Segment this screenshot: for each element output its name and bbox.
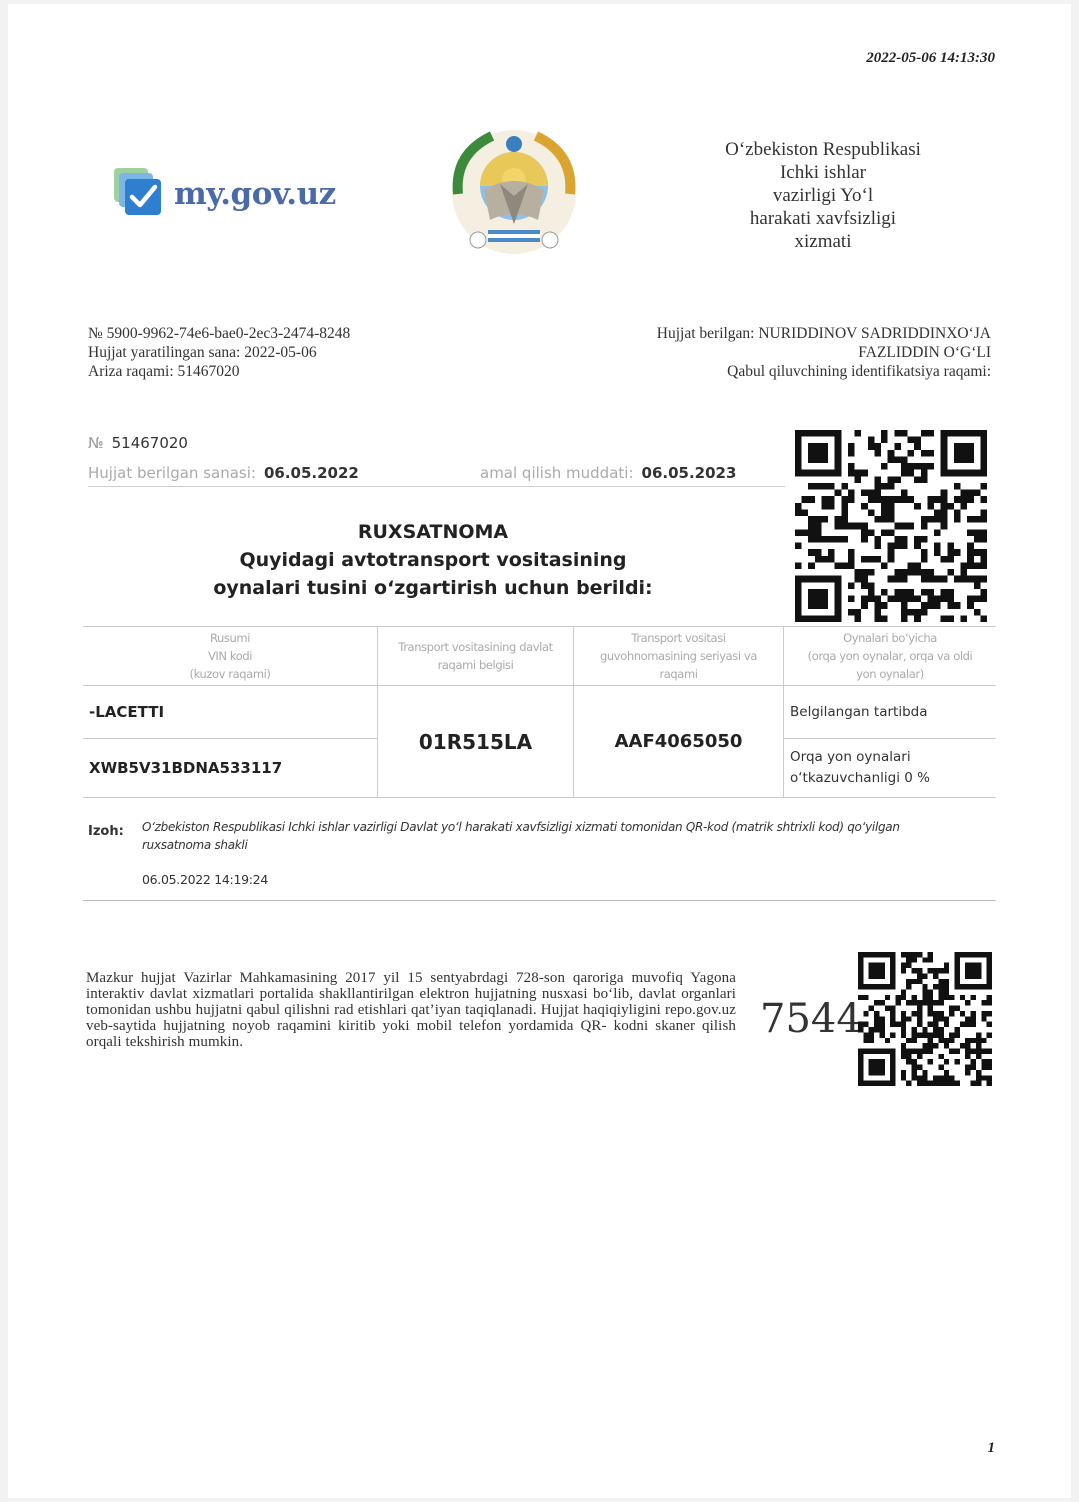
header-line: guvohnomasining seriyasi va — [600, 649, 757, 663]
header-line: (orqa yon oynalar, orqa va oldi — [807, 649, 973, 663]
permit-number-label: № — [88, 434, 104, 452]
qr-code[interactable] — [795, 430, 987, 622]
window-detail-line: Orqa yon oynalari — [790, 749, 911, 765]
issued-to: Hujjat berilgan: NURIDDINOV SADRIDDINXO‘JA — [656, 325, 991, 342]
header-windows — [784, 627, 997, 686]
header-line: raqami belgisi — [437, 658, 514, 672]
header-line: raqami — [659, 667, 698, 681]
issued-to-continued: FAZLIDDIN O‘G‘LI — [858, 344, 991, 361]
qr-code[interactable] — [858, 952, 992, 1086]
vehicle-model: -LACETTI — [83, 686, 378, 739]
document-meta-right — [657, 324, 991, 381]
state-emblem — [448, 124, 580, 258]
permit-number: 51467020 — [111, 434, 188, 452]
permit-date-line — [88, 464, 785, 487]
created-date: Hujjat yaratilingan sana: 2022-05-06 — [88, 344, 317, 361]
table-row — [83, 686, 996, 739]
my-gov-check-icon — [112, 166, 172, 222]
document-page — [8, 4, 1071, 1498]
permit-number-line — [88, 434, 188, 452]
mygov-logo[interactable] — [112, 166, 342, 222]
verification-code: 7544 — [760, 996, 862, 1042]
issuer-line: vazirligi Yo‘l — [772, 185, 874, 206]
header-line: Rusumi — [209, 631, 251, 645]
certificate-number: AAF4065050 — [574, 686, 784, 798]
valid-until-group — [480, 464, 736, 482]
issuer-line: harakati xavfsizligi — [749, 208, 897, 229]
note-text: O‘zbekiston Respublikasi Ichki ishlar vazirligi Davlat yo‘l harakati xavfsizligi xizmati tomonidan QR-kod (matrik shtrixli kod) qo‘yilgan ruxsatnoma shakli — [142, 820, 900, 852]
header-line: Oynalari bo‘yicha — [843, 631, 937, 645]
issuer-line: xizmati — [794, 231, 852, 252]
header-line: VIN kodi — [207, 649, 253, 663]
header-line: yon oynalar) — [856, 667, 924, 681]
header-certificate — [574, 627, 784, 686]
header-line: (kuzov raqami) — [189, 667, 271, 681]
vehicle-vin: XWB5V31BDNA533117 — [83, 739, 378, 798]
issue-date: 06.05.2022 — [263, 464, 359, 482]
issuer-block — [698, 138, 948, 253]
application-number: Ariza raqami: 51467020 — [88, 363, 240, 380]
header-line: Transport vositasining davlat — [398, 640, 553, 654]
header-model-vin — [83, 627, 378, 686]
legal-notice: Mazkur hujjat Vazirlar Mahkamasining 2017 yil 15 sentyabrdagi 728-son qaroriga muvofiq Yagona interaktiv davlat xizmatlari portalida shakllantirilgan elektron hujjatning nusxasi bo‘lib, davlat organlari tomonidan ushbu hujjatni qabul qilishni rad etishlari qat’iyan taqiqlanadi. Hujjat haqiqiyligini repo.gov.uz veb-saytida hujjatning noyob raqamini kiritib yoki mobil telefon yordamida QR- kodni skaner qilish orqali tekshirish mumkin. — [86, 970, 736, 1050]
valid-until-label: amal qilish muddati: — [480, 464, 634, 482]
recipient-id: Qabul qiluvchining identifikatsiya raqami: — [727, 363, 991, 380]
note-label: Izoh: — [88, 824, 124, 839]
note-date: 06.05.2022 14:19:24 — [142, 872, 268, 887]
header-line: Transport vositasi — [631, 631, 726, 645]
valid-until-date: 06.05.2023 — [641, 464, 737, 482]
document-meta-left — [88, 324, 350, 381]
print-timestamp: 2022-05-06 14:13:30 — [866, 50, 995, 66]
permit-subtitle: oynalari tusini o‘zgartirish uchun berildi: — [213, 577, 653, 599]
vehicle-table — [83, 626, 996, 798]
divider — [83, 900, 996, 901]
header-plate — [378, 627, 574, 686]
permit-subtitle: Quyidagi avtotransport vositasining — [239, 549, 627, 571]
page-number: 1 — [987, 1440, 995, 1456]
issuer-line: O‘zbekiston Respublikasi — [725, 139, 921, 160]
table-header-row — [83, 627, 996, 686]
document-number: № 5900-9962-74e6-bae0-2ec3-2474-8248 — [88, 325, 351, 342]
issuer-line: Ichki ishlar — [779, 162, 866, 183]
window-detail-line: o‘tkazuvchanligi 0 % — [790, 770, 930, 786]
logo-text: my.gov.uz — [174, 176, 336, 212]
issue-date-label: Hujjat berilgan sanasi: — [88, 464, 256, 482]
window-detail — [784, 739, 997, 798]
permit-title: RUXSATNOMA — [357, 521, 509, 543]
window-rule: Belgilangan tartibda — [784, 686, 997, 739]
permit-title-block — [158, 518, 708, 602]
plate-number: 01R515LA — [378, 686, 574, 798]
